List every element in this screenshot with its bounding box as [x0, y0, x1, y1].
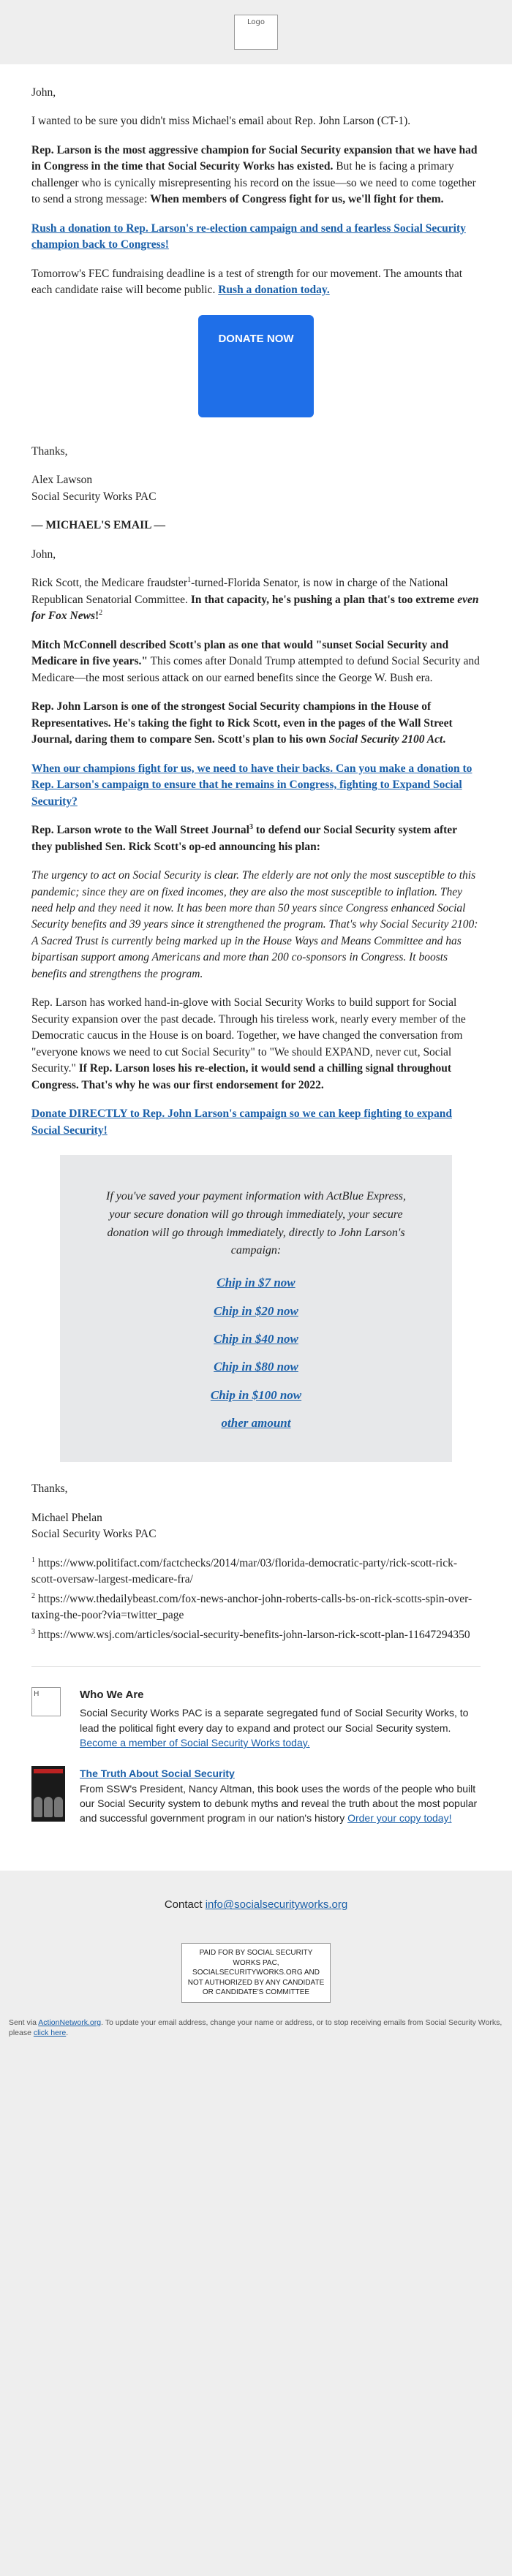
direct-donate-link-paragraph [31, 1106, 481, 1139]
footnote-1: $^1$ https://www.politifact.com/factchecks/2014/mar/03/florida-democratic-party/rick-scott-rick-scott-oversaw-largest-medicare-fra/ [31, 1556, 458, 1586]
deadline-paragraph: Tomorrow's FEC fundraising deadline is a test of strength for our movement. The amounts that each candidate raise will become public. Rush a donation today. [31, 267, 463, 297]
book-text: From SSW's President, Nancy Altman, this book uses the words of the people who built our Social Security system to debunk myths and reveal the truth about the most popular and successful government program in our nation's history Order your copy today! [80, 1782, 478, 1825]
champions-donate-link[interactable]: When our champions fight for us, we need to have their backs. Can you make a donation to Rep. Larson's campaign to ensure that he remains in Congress, fighting to Expand Social Security? [31, 762, 473, 808]
greeting: John, [31, 86, 56, 99]
hand-in-glove-paragraph: Rep. Larson has worked hand-in-glove with Social Security Works to build support for Social Security expansion over the past decade. Through his tireless work, nearly every member of the Democratic caucus in the House is on board. Together, we have changed the conversation from "everyone knows we need to cut Social Security" to "We should EXPAND, never cut, Social Security." If Rep. Larson loses his re-election, it would send a chilling signal throughout Congress. That's why he was our first endorsement for 2022. [31, 996, 466, 1091]
wsj-paragraph: Rep. Larson wrote to the Wall Street Journal$^3$ to defend our Social Security system after they published Sen. Rick Scott's op-ed announcing his plan: [31, 822, 457, 853]
actionnetwork-link[interactable]: ActionNetwork.org [38, 2018, 102, 2027]
email-header [0, 0, 512, 64]
unsubscribe-link[interactable]: click here [33, 2028, 67, 2038]
chip-80-link[interactable]: Chip in $80 now [214, 1360, 298, 1374]
who-we-are-title: Who We Are [80, 1688, 144, 1701]
logo-image: Logo [234, 15, 278, 50]
donate-now-button[interactable]: DONATE NOW [198, 315, 314, 417]
reelection-donate-link[interactable]: Rush a donation to Rep. Larson's re-election campaign and send a fearless Social Security champion back to Congress! [31, 221, 466, 251]
chip-20-link[interactable]: Chip in $20 now [214, 1303, 298, 1318]
paid-for-disclaimer: PAID FOR BY SOCIAL SECURITY WORKS PAC, SOCIALSECURITYWORKS.ORG AND NOT AUTHORIZED BY ANY CANDIDATE OR CANDIDATE'S COMMITTEE [181, 1943, 331, 2003]
actblue-chip-box [60, 1155, 452, 1462]
signoff-2: Thanks, [31, 1482, 68, 1496]
michaels-email-header: — MICHAEL'S EMAIL — [31, 519, 166, 532]
footer-divider [31, 1666, 481, 1667]
book-title-link[interactable]: The Truth About Social Security [80, 1768, 235, 1780]
book-section [31, 1766, 481, 1825]
contact-email-link[interactable]: info@socialsecurityworks.org [205, 1898, 348, 1912]
intro-paragraph: I wanted to be sure you didn't miss Michael's email about Rep. John Larson (CT-1). [31, 115, 411, 128]
who-we-are-text: Social Security Works PAC is a separate segregated fund of Social Security Works, to lead the political fight every day to expand and protect our Social Security system. Become a member of Social Security Works today. [80, 1707, 469, 1749]
signature-1: Alex Lawson Social Security Works PAC [31, 474, 157, 503]
order-book-link[interactable]: Order your copy today! [347, 1812, 452, 1825]
actblue-intro: If you've saved your payment information with ActBlue Express, your secure donation will go through immediately, your secure donation will go through immediately, directly to John Larson's campaign: [106, 1190, 406, 1257]
signoff-1: Thanks, [31, 444, 68, 458]
chip-40-link[interactable]: Chip in $40 now [214, 1331, 298, 1346]
greeting-2: John, [31, 548, 56, 561]
contact-line: Contact info@socialsecurityworks.org [164, 1898, 348, 1912]
signature-2: Michael Phelan Social Security Works PAC [31, 1511, 157, 1541]
rick-scott-paragraph: Rick Scott, the Medicare fraudster$^1$-turned-Florida Senator, is now in charge of the National Republican Senatorial Committee. In that capacity, he's pushing a plan that's too extreme even for Fox News!$^2$ [31, 576, 479, 623]
rush-donation-link[interactable]: Rush a donation today. [218, 284, 330, 297]
who-we-are-image: H [31, 1687, 61, 1716]
footnote-2: $^2$ https://www.thedailybeast.com/fox-news-anchor-john-roberts-calls-bs-on-rick-scotts-spin-over-taxing-the-poor?via=twitter_page [31, 1591, 473, 1622]
champion-paragraph: Rep. Larson is the most aggressive champion for Social Security expansion that we have had in Congress in the time that Social Security Works has existed. But he is facing a primary challenger who is cynically misrepresenting his record on the issue—so we need to come together to send a strong message: When members of Congress fight for us, we'll fight for them. [31, 143, 478, 206]
champions-link-paragraph [31, 761, 481, 810]
email-body [0, 64, 512, 1871]
chip-7-link[interactable]: Chip in $7 now [217, 1276, 295, 1290]
reelection-link-paragraph [31, 221, 481, 254]
wsj-quote: The urgency to act on Social Security is clear. The elderly are not only the most susceptible to this pandemic; since they are on fixed incomes, they are also the most susceptible to inflation. They need help and they need it now. It has been more than 50 years since Congress enhanced Social Security benefits and 39 years since it strengthened the program. That's why Social Security 2100: A Sacred Trust is currently being marked up in the House Ways and Means Committee and has bipartisan support among Americans and more than 200 co-sponsors in Congress. It boosts benefits and strengthens the program. [31, 869, 478, 980]
mcconnell-paragraph: Mitch McConnell described Scott's plan as one that would "sunset Social Security and Medicare in five years." This comes after Donald Trump attempted to defund Social Security and Medicare—the most serious attack on our earned benefits since the George W. Bush era. [31, 638, 480, 684]
become-member-link[interactable]: Become a member of Social Security Works today. [80, 1736, 310, 1749]
footnote-3: $^3$ https://www.wsj.com/articles/social-security-benefits-john-larson-rick-scott-plan-11647294350 [31, 1627, 470, 1642]
other-amount-link[interactable]: other amount [221, 1416, 291, 1430]
book-cover-image[interactable] [31, 1766, 65, 1822]
who-we-are-section [31, 1687, 481, 1751]
chip-100-link[interactable]: Chip in $100 now [210, 1387, 302, 1402]
direct-donate-link[interactable]: Donate DIRECTLY to Rep. John Larson's campaign so we can keep fighting to expand Social Security! [31, 1107, 453, 1137]
larson-champion-paragraph: Rep. John Larson is one of the strongest Social Security champions in the House of Representatives. He's taking the fight to Rick Scott, even in the pages of the Wall Street Journal, daring them to compare Sen. Scott's plan to his own Social Security 2100 Act. [31, 700, 453, 746]
sent-via-notice: Sent via ActionNetwork.org. To update your email address, change your name or address, or to stop receiving emails from Social Security Works, please click here. [9, 2018, 502, 2038]
